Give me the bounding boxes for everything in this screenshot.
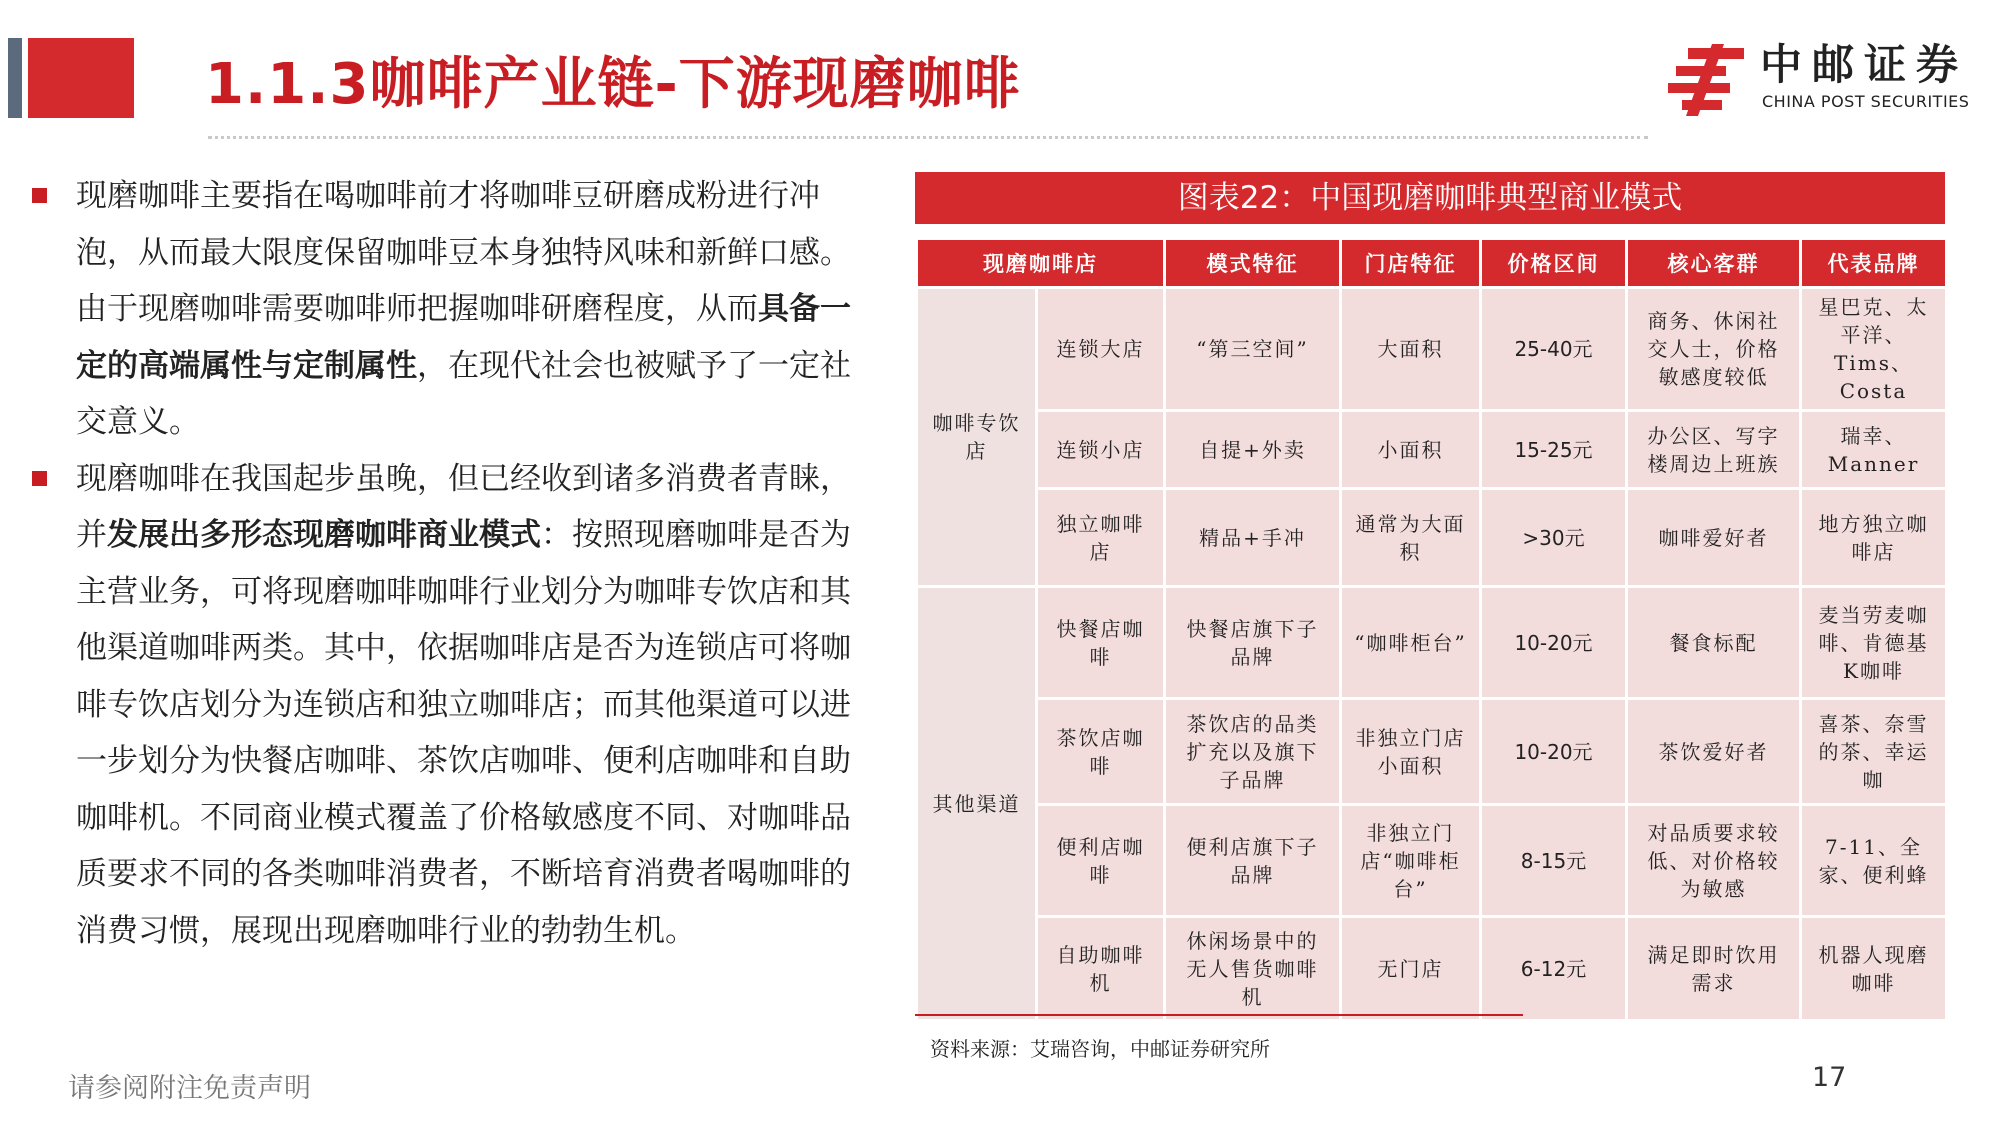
bullet-2-text: 现磨咖啡在我国起步虽晚，但已经收到诸多消费者青睐，并 — [76, 460, 851, 553]
header-core-customers: 核心客群 — [1627, 239, 1801, 288]
table-cell: “第三空间” — [1165, 288, 1341, 411]
table-cell: 25-40元 — [1481, 288, 1627, 411]
table-cell: 快餐店旗下子品牌 — [1165, 587, 1341, 699]
table-cell: 非独立门店小面积 — [1341, 699, 1481, 805]
table-cell: >30元 — [1481, 489, 1627, 587]
bullet-1-text: 现磨咖啡主要指在喝咖啡前才将咖啡豆研磨成粉进行冲泡，从而最大限度保留咖啡豆本身独特风味和新鲜口感。由于现磨咖啡需要咖啡师把握咖啡研磨程度，从而 — [76, 178, 851, 327]
china-post-logo-icon — [1668, 44, 1746, 116]
group-cell: 咖啡专饮店 — [917, 288, 1037, 587]
table-row — [917, 489, 1947, 587]
header-store-feature: 门店特征 — [1341, 239, 1481, 288]
table-cell: 餐食标配 — [1627, 587, 1801, 699]
table-cell: 快餐店咖啡 — [1037, 587, 1165, 699]
table-cell: 通常为大面积 — [1341, 489, 1481, 587]
table-cell: 10-20元 — [1481, 587, 1627, 699]
table-source-note: 资料来源：艾瑞咨询，中邮证券研究所 — [930, 1037, 1270, 1061]
bullet-list — [28, 168, 858, 959]
bullet-paragraph-1 — [28, 168, 858, 451]
table-cell: 瑞幸、Manner — [1801, 411, 1947, 489]
table-cell: 对品质要求较低、对价格较为敏感 — [1627, 805, 1801, 917]
bullet-2-highlight: 发展出多形态现磨咖啡商业模式 — [107, 517, 541, 553]
company-logo — [1668, 40, 1978, 118]
table-cell: 办公区、写字楼周边上班族 — [1627, 411, 1801, 489]
table-cell: 地方独立咖啡店 — [1801, 489, 1947, 587]
bullet-1-highlight: 具备一定的高端属性与定制属性 — [76, 291, 851, 384]
table-header-row — [917, 239, 1947, 288]
logo-english-text: CHINA POST SECURITIES — [1762, 92, 1970, 111]
table-cell: 休闲场景中的无人售货咖啡机 — [1165, 917, 1341, 1021]
group-cell: 其他渠道 — [917, 587, 1037, 1021]
header-store-type: 现磨咖啡店 — [917, 239, 1165, 288]
bullet-2-text-end: ：按照现磨咖啡是否为主营业务，可将现磨咖啡咖啡行业划分为咖啡专饮店和其他渠道咖啡两类。其中，依据咖啡店是否为连锁店可将咖啡专饮店划分为连锁店和独立咖啡店；而其他渠道可以进一步划分为快餐店咖啡、茶饮店咖啡、便利店咖啡和自助咖啡机。不同商业模式覆盖了价格敏感度不同、对咖啡品质要求不同的各类咖啡消费者，不断培育消费者喝咖啡的消费习惯，展现出现磨咖啡行业的勃勃生机。 — [76, 517, 851, 949]
page-number: 17 — [1812, 1062, 1847, 1093]
header-representative-brands: 代表品牌 — [1801, 239, 1947, 288]
header-accent-red-block — [28, 38, 134, 118]
table-cell: 8-15元 — [1481, 805, 1627, 917]
table-title: 图表22：中国现磨咖啡典型商业模式 — [915, 172, 1945, 224]
table-cell: 麦当劳麦咖啡、肯德基K咖啡 — [1801, 587, 1947, 699]
table-cell: 便利店咖啡 — [1037, 805, 1165, 917]
table-cell: 无门店 — [1341, 917, 1481, 1021]
header-accent-grey-bar — [8, 38, 22, 118]
table-cell: 7-11、全家、便利蜂 — [1801, 805, 1947, 917]
table-cell: 茶饮店咖啡 — [1037, 699, 1165, 805]
table-cell: 满足即时饮用需求 — [1627, 917, 1801, 1021]
table-row — [917, 699, 1947, 805]
table-cell: 6-12元 — [1481, 917, 1627, 1021]
table-cell: 非独立门店“咖啡柜台” — [1341, 805, 1481, 917]
table-cell: 小面积 — [1341, 411, 1481, 489]
title-divider — [208, 136, 1648, 139]
table-cell: 喜茶、奈雪的茶、幸运咖 — [1801, 699, 1947, 805]
table-cell: 精品+手冲 — [1165, 489, 1341, 587]
table-cell: 10-20元 — [1481, 699, 1627, 805]
bullet-square-icon — [32, 188, 47, 203]
table-cell: 连锁小店 — [1037, 411, 1165, 489]
page-title: 1.1.3咖啡产业链-下游现磨咖啡 — [205, 52, 1021, 117]
table-cell: 自助咖啡机 — [1037, 917, 1165, 1021]
header-model-feature: 模式特征 — [1165, 239, 1341, 288]
table-cell: 独立咖啡店 — [1037, 489, 1165, 587]
table-cell: 便利店旗下子品牌 — [1165, 805, 1341, 917]
table-row — [917, 917, 1947, 1021]
table-cell: 星巴克、太平洋、Tims、Costa — [1801, 288, 1947, 411]
table-row — [917, 288, 1947, 411]
table-row — [917, 411, 1947, 489]
table-cell: 茶饮店的品类扩充以及旗下子品牌 — [1165, 699, 1341, 805]
table-cell: 15-25元 — [1481, 411, 1627, 489]
table-row — [917, 805, 1947, 917]
header-price-range: 价格区间 — [1481, 239, 1627, 288]
table-cell: 大面积 — [1341, 288, 1481, 411]
bullet-paragraph-2 — [28, 451, 858, 960]
logo-chinese-text: 中邮证券 — [1760, 40, 1969, 89]
table-row — [917, 587, 1947, 699]
table-cell: 咖啡爱好者 — [1627, 489, 1801, 587]
table-cell: 连锁大店 — [1037, 288, 1165, 411]
bullet-square-icon — [32, 471, 47, 486]
table-cell: “咖啡柜台” — [1341, 587, 1481, 699]
source-divider — [915, 1014, 1523, 1016]
table-cell: 商务、休闲社交人士，价格敏感度较低 — [1627, 288, 1801, 411]
bullet-1-text-end: ，在现代社会也被赋予了一定社交意义。 — [76, 347, 851, 440]
table-cell: 机器人现磨咖啡 — [1801, 917, 1947, 1021]
footer-disclaimer: 请参阅附注免责声明 — [68, 1073, 311, 1104]
table-cell: 自提+外卖 — [1165, 411, 1341, 489]
table-cell: 茶饮爱好者 — [1627, 699, 1801, 805]
business-model-table — [915, 237, 1948, 1022]
